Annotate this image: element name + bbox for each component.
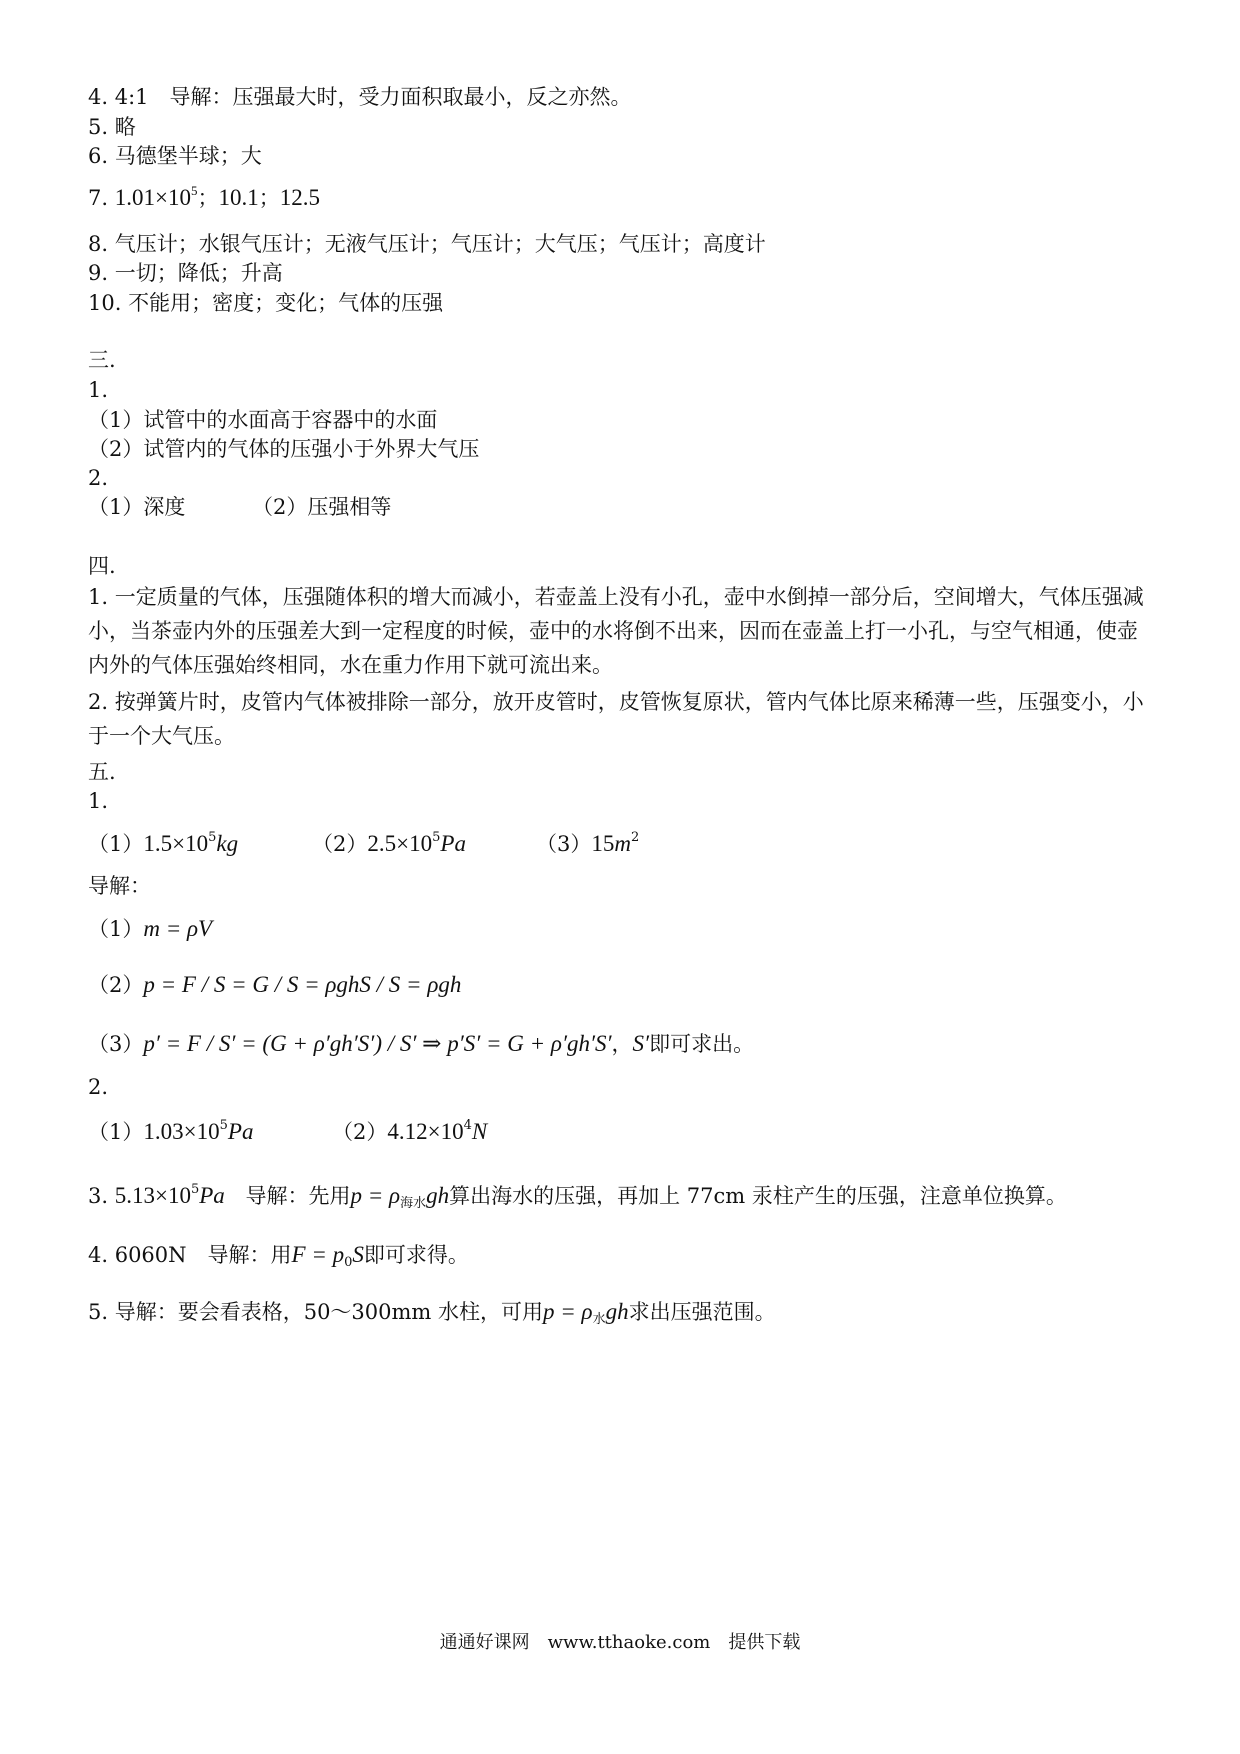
section-5-q1-answer-1: $(1)1.5\times 10^5kg$	[88, 830, 239, 856]
section-5-heading: 五.	[88, 760, 116, 784]
answer-5: 5. 略	[88, 115, 136, 139]
answer-7-value-a: $1.01\times 10^5$	[114, 183, 198, 210]
answer-10: 10. 不能用；密度；变化；气体的压强	[88, 291, 444, 315]
section-5-q1-answer-3: $(3)15m^2$	[536, 830, 640, 856]
answer-8: 8. 气压计；水银气压计；无液气压计；气压计；大气压；气压计；高度计	[88, 232, 766, 256]
formula-area: p′ = F / S′ = (G + ρ′gh′S′) / S′ ⇒ p′S′ = G + ρ′gh′S′	[143, 1031, 612, 1056]
answer-7: 7. $1.01\times 10^5$；10.1；12.5	[88, 183, 320, 210]
section-3-q1: 1.	[88, 378, 109, 402]
formula-pressure: p = F / S = G / S = ρghS / S = ρgh	[143, 972, 462, 997]
section-3-q1-part1: （1）试管中的水面高于容器中的水面	[88, 408, 438, 432]
section-4-answer-1: 1. 一定质量的气体，压强随体积的增大而减小，若壶盖上没有小孔，壶中水倒掉一部分后，空间增大，气体压强减小，当茶壶内外的压强差大到一定程度的时候，壶中的水将倒不出来，因而在壶盖上打一小孔，与空气相通，使壶内外的气体压强始终相同，水在重力作用下就可流出来。	[88, 585, 1144, 677]
answer-7-number: 7.	[88, 186, 109, 210]
section-5-q5: 5. 导解：要会看表格，50～300mm 水柱，可用$p = \rho_水gh$求出压强范围。	[88, 1299, 776, 1327]
section-5-guide-1: （1）m = ρV	[88, 916, 213, 941]
section-3-q2: 2.	[88, 466, 109, 490]
answer-7-value-b: 10.1	[218, 185, 259, 210]
section-5-q2-answer-2: $(2)4.12\times 10^4N$	[332, 1118, 488, 1144]
answer-9: 9. 一切；降低；升高	[88, 261, 283, 285]
section-3-q2-part1: （1）深度	[88, 495, 186, 519]
section-4-heading: 四.	[88, 554, 116, 578]
section-3-q1-part2: （2）试管内的气体的压强小于外界大气压	[88, 437, 480, 461]
page-footer: 通通好课网 www.tthaoke.com 提供下载	[439, 1632, 801, 1653]
formula-mass: m = ρV	[143, 916, 213, 941]
section-5-q4: 4. 6060N 导解：用$F = p_0S$即可求得。	[88, 1242, 469, 1270]
answer-7-value-c: 12.5	[279, 185, 320, 210]
section-5-q2: 2.	[88, 1075, 109, 1099]
section-5-guide-label: 导解：	[88, 874, 151, 898]
section-5-q3: 3. $5.13\times 10^5Pa$ 导解：先用$p = \rho_{海水}gh$算出海水的压强，再加上 77cm 汞柱产生的压强，注意单位换算。	[88, 1182, 1067, 1211]
section-5-guide-2: （2）p = F / S = G / S = ρghS / S = ρgh	[88, 972, 462, 997]
section-3-q2-part2: （2）压强相等	[252, 495, 392, 519]
section-3-heading: 三.	[88, 348, 116, 372]
section-4-answer-2: 2. 按弹簧片时，皮管内气体被排除一部分，放开皮管时，皮管恢复原状，管内气体比原来稀薄一些，压强变小，小于一个大气压。	[88, 690, 1144, 748]
section-5-q2-answer-1: $(1)1.03\times 10^5Pa$	[88, 1118, 254, 1144]
section-5-q1-answer-2: $(2)2.5\times 10^5Pa$	[312, 830, 466, 856]
answer-6: 6. 马德堡半球；大	[88, 144, 262, 168]
section-5-q1: 1.	[88, 789, 109, 813]
section-5-guide-3: （3）p′ = F / S′ = (G + ρ′gh′S′) / S′ ⇒ p′S′ = G + ρ′gh′S′，S′即可求出。	[88, 1031, 755, 1056]
answer-4: 4. 4:1 导解：压强最大时，受力面积取最小，反之亦然。	[88, 85, 632, 109]
